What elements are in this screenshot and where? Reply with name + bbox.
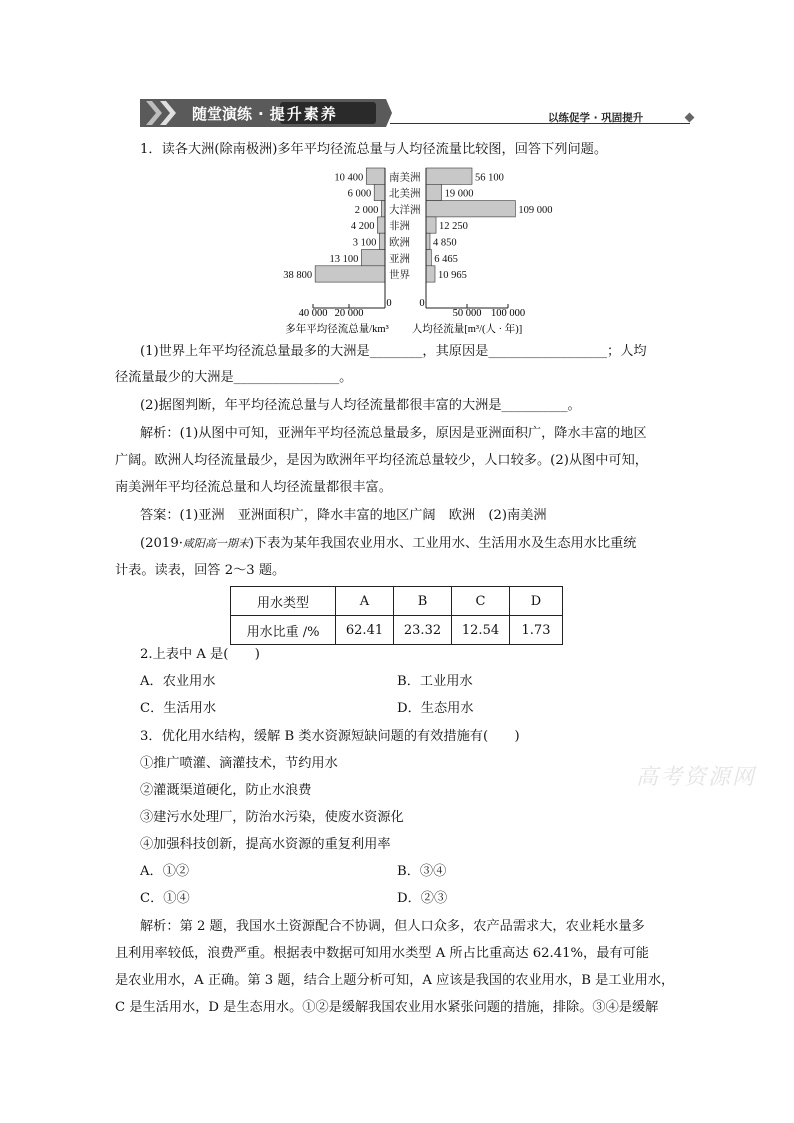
table-cell: 1.73 [510, 616, 563, 645]
category-label: 南美洲 [389, 172, 421, 184]
table-cell: D [510, 587, 563, 616]
q3-stem: 3．优化用水结构，缓解 B 类水资源短缺问题的有效措施有( ) [140, 729, 520, 744]
right-axis-title: 人均径流量[m³/(人 · 年)] [411, 324, 523, 335]
left-value-label: 2 000 [354, 204, 379, 216]
q1-analysis-line1 [140, 424, 647, 444]
right-value-label: 6 465 [434, 253, 458, 265]
analysis23-line2: 且利用率较低，浪费严重。根据表中数据可知用水类型 A 所占比重高达 62.41%，最有可能 [115, 946, 649, 961]
right-bar [426, 233, 430, 249]
q2-option-c: C．生活用水 [140, 701, 217, 716]
header-title-right: 提升素养 [269, 105, 338, 123]
right-bar [426, 184, 442, 200]
q1-sub2: (2)据图判断，年平均径流总量与人均径流量都很丰富的大洲是__________。 [140, 398, 581, 413]
left-value-label: 10 400 [334, 172, 364, 184]
table-cell: 23.32 [394, 616, 452, 645]
left-tick-label: 20 000 [334, 308, 364, 319]
left-bar [361, 250, 385, 266]
water-use-table [230, 586, 563, 645]
q2-stem: 2.上表中 A 是( ) [140, 647, 260, 662]
q3-option-a: A．①② [140, 864, 190, 879]
q3-option-d: D．②③ [397, 891, 448, 906]
table-cell: 用水类型 [231, 587, 336, 616]
left-value-label: 38 800 [283, 270, 313, 282]
header-title-left: 随堂演练 [192, 105, 253, 123]
analysis23-text1: 第 2 题，我国水土资源配合不协调，但人口众多，农产品需求大，农业耗水量多 [179, 919, 645, 934]
analysis23-label: 解析： [140, 919, 180, 934]
left-bar [377, 217, 385, 233]
q1-analysis-text1: (1)从图中可知，亚洲年平均径流总量最多，原因是亚洲面积广，降水丰富的地区 [179, 426, 647, 441]
right-value-label: 56 100 [475, 172, 504, 184]
analysis23-line3: 是农业用水，A 正确。第 3 题，结合上题分析可知，A 应该是我国的农业用水，B 是工业用水， [115, 973, 675, 988]
right-tick-label: 100 000 [490, 308, 526, 319]
q1-answer: 答案：(1)亚洲 亚洲面积广，降水丰富的地区广阔 欧洲 (2)南美洲 [140, 508, 547, 523]
q2-option-d: D．生态用水 [397, 701, 474, 716]
q1-analysis-line2: 广阔。欧洲人均径流量最少，是因为欧洲年平均径流总量较少，人口较多。(2)从图中可知， [115, 453, 648, 468]
q1-stem: 1．读各大洲(除南极洲)多年平均径流总量与人均径流量比较图，回答下列问题。 [140, 142, 608, 157]
table-header-row [231, 587, 563, 616]
header-slogan: 以练促学 · 巩固提升 [548, 112, 644, 124]
q1-sub1-line1: (1)世界上年平均径流总量最多的大洲是________，其原因是__________________；人均 [140, 344, 647, 359]
right-value-label: 109 000 [518, 204, 553, 216]
intro23-line2: 计表。读表，回答 2～3 题。 [115, 563, 286, 578]
left-bar [374, 184, 385, 200]
header-title-dot: · [258, 105, 264, 123]
right-tick-label: 0 [419, 298, 425, 309]
table-cell: C [452, 587, 510, 616]
q1-analysis-label: 解析： [140, 426, 180, 441]
left-axis-title: 多年平均径流总量/km³ [285, 324, 389, 335]
left-value-label: 4 200 [350, 221, 375, 233]
diamond-icon [685, 113, 695, 123]
q3-item-3: ③建污水处理厂，防治水污染，使废水资源化 [140, 810, 404, 825]
header-title [192, 103, 338, 124]
left-bar [315, 266, 385, 282]
runoff-chart [262, 160, 562, 340]
left-value-label: 13 100 [329, 253, 359, 265]
table-cell: 12.54 [452, 616, 510, 645]
category-label: 非洲 [389, 221, 410, 233]
q3-option-c: C．①④ [140, 891, 190, 906]
left-value-label: 6 000 [347, 188, 372, 200]
category-label: 世界 [389, 270, 410, 282]
q1-analysis-line3: 南美洲年平均径流总量和人均径流量都很丰富。 [115, 480, 392, 495]
left-value-label: 3 100 [352, 237, 377, 249]
q3-item-1: ①推广喷灌、滴灌技术，节约用水 [140, 756, 338, 771]
right-bar [426, 250, 431, 266]
left-tick-label: 0 [386, 298, 392, 309]
q3-item-4: ④加强科技创新，提高水资源的重复利用率 [140, 837, 391, 852]
watermark: 高考资源网 [636, 765, 757, 790]
analysis23-line4: C 是生活用水，D 是生态用水。①②是缓解我国农业用水紧张问题的措施，排除。③④是缓解 [115, 1000, 659, 1015]
intro23-prefix: (2019· [140, 536, 183, 551]
intro23-source: 咸阳高一期末 [182, 537, 249, 550]
left-bar [366, 168, 385, 184]
category-label: 欧洲 [389, 237, 410, 249]
analysis23-line1 [140, 917, 645, 937]
left-bar [381, 201, 385, 217]
category-label: 大洋洲 [389, 204, 421, 216]
left-bar [379, 233, 385, 249]
table-cell: 62.41 [336, 616, 394, 645]
right-value-label: 10 965 [437, 270, 467, 282]
table-row [231, 616, 563, 645]
q2-option-a: A．农业用水 [140, 674, 216, 689]
q2-option-b: B．工业用水 [397, 674, 473, 689]
right-bar [426, 168, 472, 184]
table-cell: 用水比重 /% [231, 616, 336, 645]
q3-option-b: B．③④ [397, 864, 447, 879]
right-bar [426, 217, 436, 233]
table-cell: A [336, 587, 394, 616]
category-label: 北美洲 [389, 188, 421, 200]
right-value-label: 12 250 [439, 221, 468, 233]
intro23-rest: )下表为某年我国农业用水、工业用水、生活用水及生态用水比重统 [248, 536, 637, 551]
header-rule [390, 123, 690, 124]
table-cell: B [394, 587, 452, 616]
right-tick-label: 50 000 [452, 308, 482, 319]
q3-item-2: ②灌溉渠道硬化，防止水浪费 [140, 783, 312, 798]
category-label: 亚洲 [389, 253, 410, 265]
right-value-label: 19 000 [444, 188, 474, 200]
q1-sub1-line2: 径流量最少的大洲是________________。 [115, 370, 353, 385]
right-bar [426, 266, 435, 282]
left-tick-label: 40 000 [298, 308, 328, 319]
right-value-label: 4 850 [432, 237, 457, 249]
right-bar [426, 201, 515, 217]
intro23-line1 [140, 534, 637, 554]
